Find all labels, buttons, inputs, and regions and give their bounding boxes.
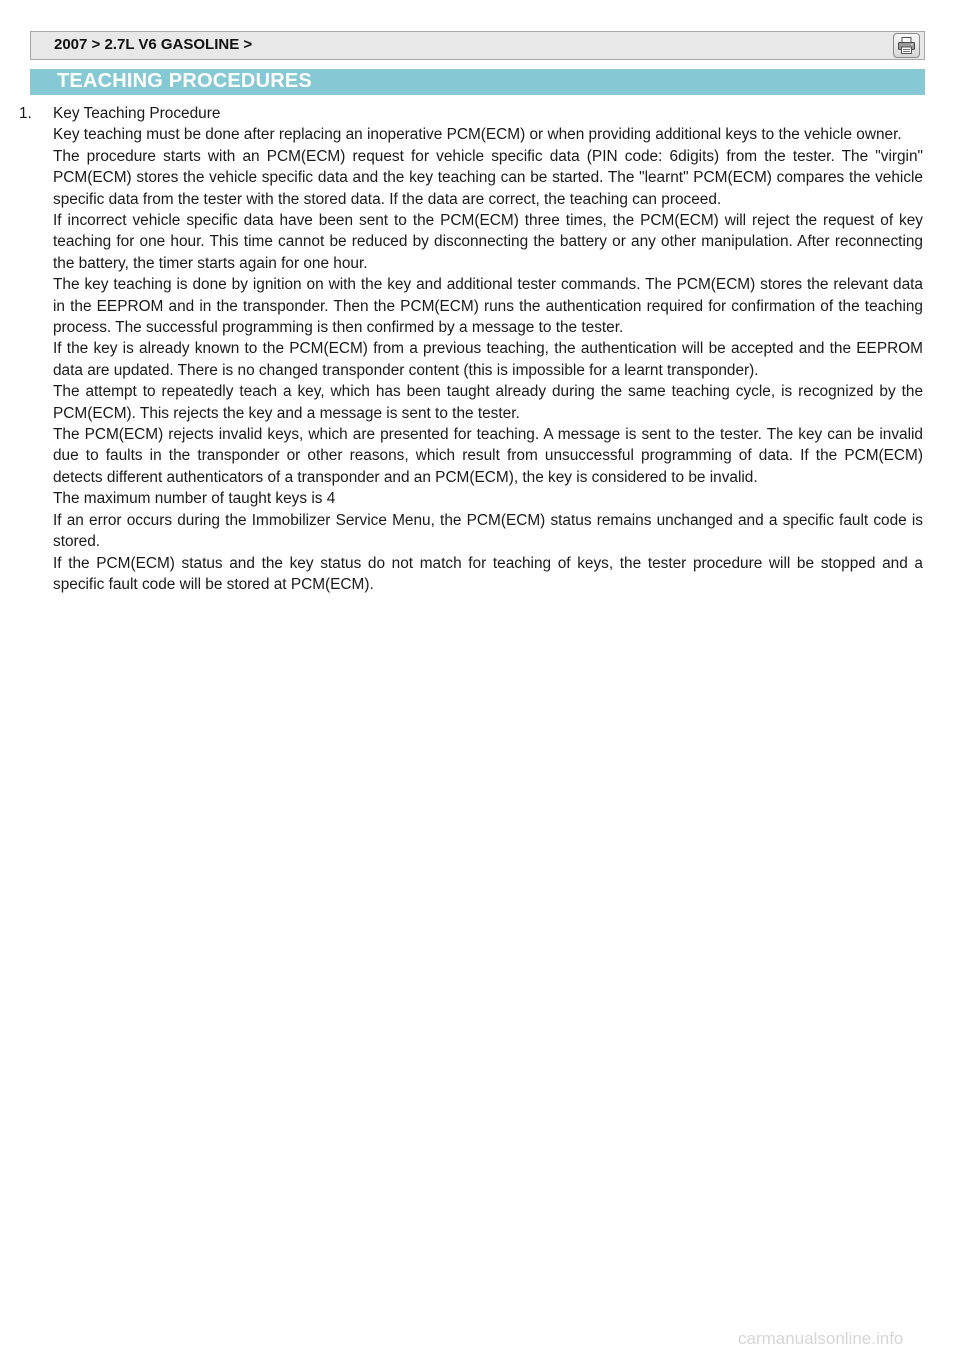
breadcrumb[interactable]: 2007 > 2.7L V6 GASOLINE > bbox=[54, 36, 253, 53]
paragraph: The attempt to repeatedly teach a key, which has been taught already during the same teaching cycle, is recognized by the PCM(ECM). This rejects the key and a message is sent to the tester. bbox=[53, 383, 923, 422]
paragraph: If the PCM(ECM) status and the key status do not match for teaching of keys, the tester procedure will be stopped and a specific fault code will be stored at PCM(ECM). bbox=[53, 554, 923, 593]
paragraph: The maximum number of taught keys is 4 bbox=[53, 490, 336, 508]
step-number: 1. bbox=[19, 105, 32, 122]
paragraph: Key teaching must be done after replacing an inoperative PCM(ECM) or when providing additional keys to the vehicle owner. bbox=[53, 126, 902, 144]
paragraph: If incorrect vehicle specific data have been sent to the PCM(ECM) three times, the PCM(ECM) will reject the request of key teaching for one hour. This time cannot be reduced by disconnecting the battery or any other manipulation. After reconnecting the battery, the timer starts again for one hour. bbox=[53, 212, 923, 272]
paragraph: The procedure starts with an PCM(ECM) request for vehicle specific data (PIN code: 6digits) from the tester. The "virgin" PCM(ECM) stores the vehicle specific data and the key teaching can be started. The "learnt" PCM(ECM) compares the vehicle specific data from the tester with the stored data. If the data are correct, the teaching can proceed. bbox=[53, 147, 923, 208]
step-body bbox=[53, 124, 923, 595]
print-button[interactable] bbox=[893, 33, 920, 58]
paragraph: If the key is already known to the PCM(ECM) from a previous teaching, the authentication will be accepted and the EEPROM data are updated. There is no changed transponder content (this is impossible for a learnt transponder). bbox=[53, 340, 923, 379]
breadcrumb-bar bbox=[30, 31, 925, 60]
paragraph: If an error occurs during the Immobilizer Service Menu, the PCM(ECM) status remains unchanged and a specific fault code is stored. bbox=[53, 511, 923, 551]
section-title: TEACHING PROCEDURES bbox=[57, 70, 312, 92]
paragraph: The key teaching is done by ignition on with the key and additional tester commands. The PCM(ECM) stores the relevant data in the EEPROM and in the transponder. Then the PCM(ECM) runs the authentication required for confirmation of the teaching process. The successful programming is then confirmed by a message to the tester. bbox=[53, 276, 923, 337]
step-heading: Key Teaching Procedure bbox=[53, 105, 221, 122]
printer-icon bbox=[897, 36, 916, 55]
section-header bbox=[30, 69, 925, 95]
watermark: carmanualsonline.info bbox=[738, 1329, 904, 1348]
paragraph: The PCM(ECM) rejects invalid keys, which are presented for teaching. A message is sent to the tester. The key can be invalid due to faults in the transponder or other reasons, which result from unsuccessful programming of data. If the PCM(ECM) detects different authenticators of a transponder and an PCM(ECM), the key is considered to be invalid. bbox=[53, 426, 923, 486]
